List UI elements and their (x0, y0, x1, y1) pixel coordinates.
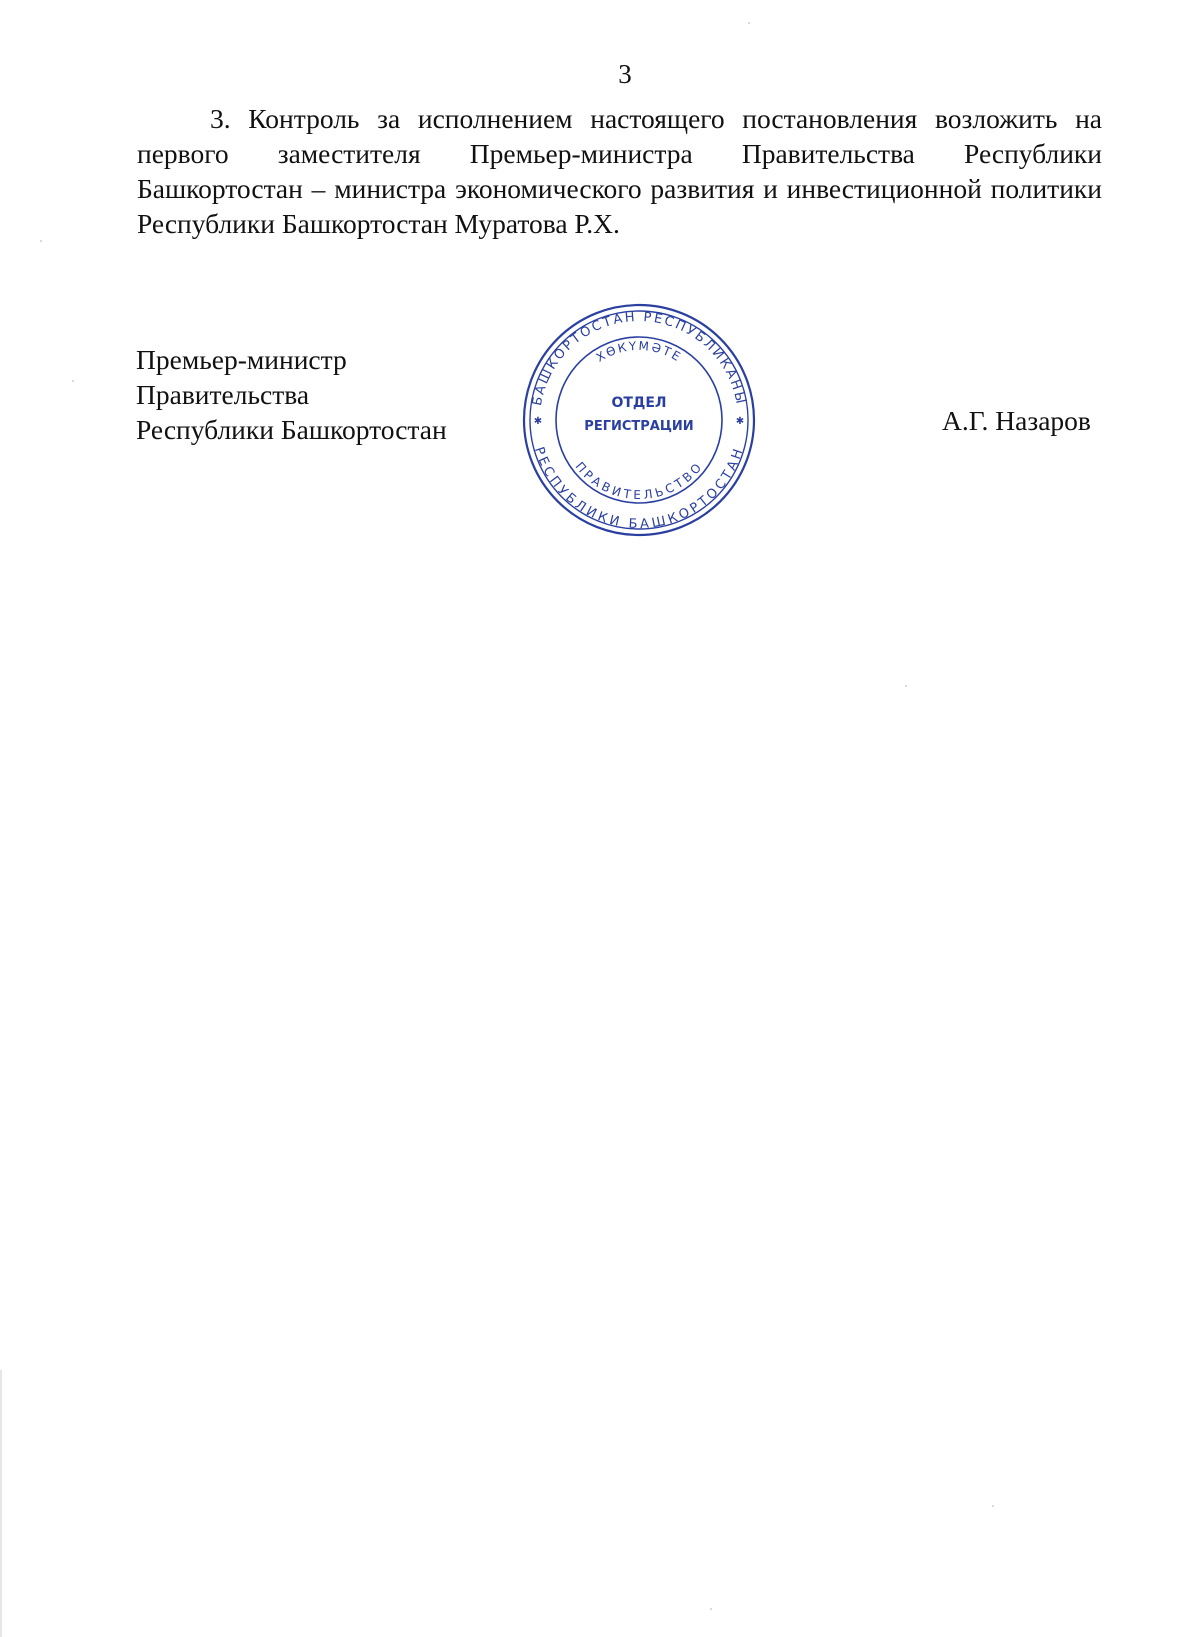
scan-speck (710, 1608, 712, 1610)
signatory-position (136, 342, 447, 447)
scan-speck (72, 380, 74, 382)
page-number: 3 (618, 59, 632, 89)
stamp-outer-top-text: БАШКОРТОСТАН РЕСПУБЛИКАНЫ (530, 309, 749, 408)
position-line-1: Премьер-министр (136, 344, 347, 375)
scan-speck (992, 1505, 994, 1507)
scan-edge-mark (0, 1370, 2, 1637)
stamp-star-left-icon: ✱ (533, 416, 543, 427)
signer-name: А.Г. Назаров (942, 405, 1091, 436)
scan-speck (748, 22, 750, 24)
stamp-star-right-icon: ✱ (735, 416, 745, 427)
stamp-outer-bottom-text: РЕСПУБЛИКИ БАШКОРТОСТАН (531, 445, 747, 532)
position-line-3: Республики Башкортостан (136, 414, 447, 445)
scan-speck (40, 240, 42, 242)
stamp-inner-bottom-text: ПРАВИТЕЛЬСТВО (572, 459, 706, 502)
scan-speck (905, 685, 907, 687)
official-stamp (521, 302, 757, 538)
svg-text:ПРАВИТЕЛЬСТВО (573, 459, 706, 502)
stamp-inner-top-text: ХӨКҮМӘТЕ (593, 338, 685, 365)
stamp-seal-icon (521, 302, 757, 538)
stamp-center-line-2: РЕГИСТРАЦИИ (584, 419, 694, 434)
body-paragraph: 3. Контроль за исполнением настоящего постановления возложить на первого заместителя Премьер-министра Правительства Республики Башкортостан – министра экономического развития и инвестиционной политики Республики Башкортостан Муратова Р.Х. (137, 103, 1102, 239)
stamp-center-line-1: ОТДЕЛ (611, 395, 667, 411)
position-line-2: Правительства (136, 379, 310, 410)
svg-text:БАШКОРТОСТАН РЕСПУБЛИКАНЫ (530, 310, 748, 407)
